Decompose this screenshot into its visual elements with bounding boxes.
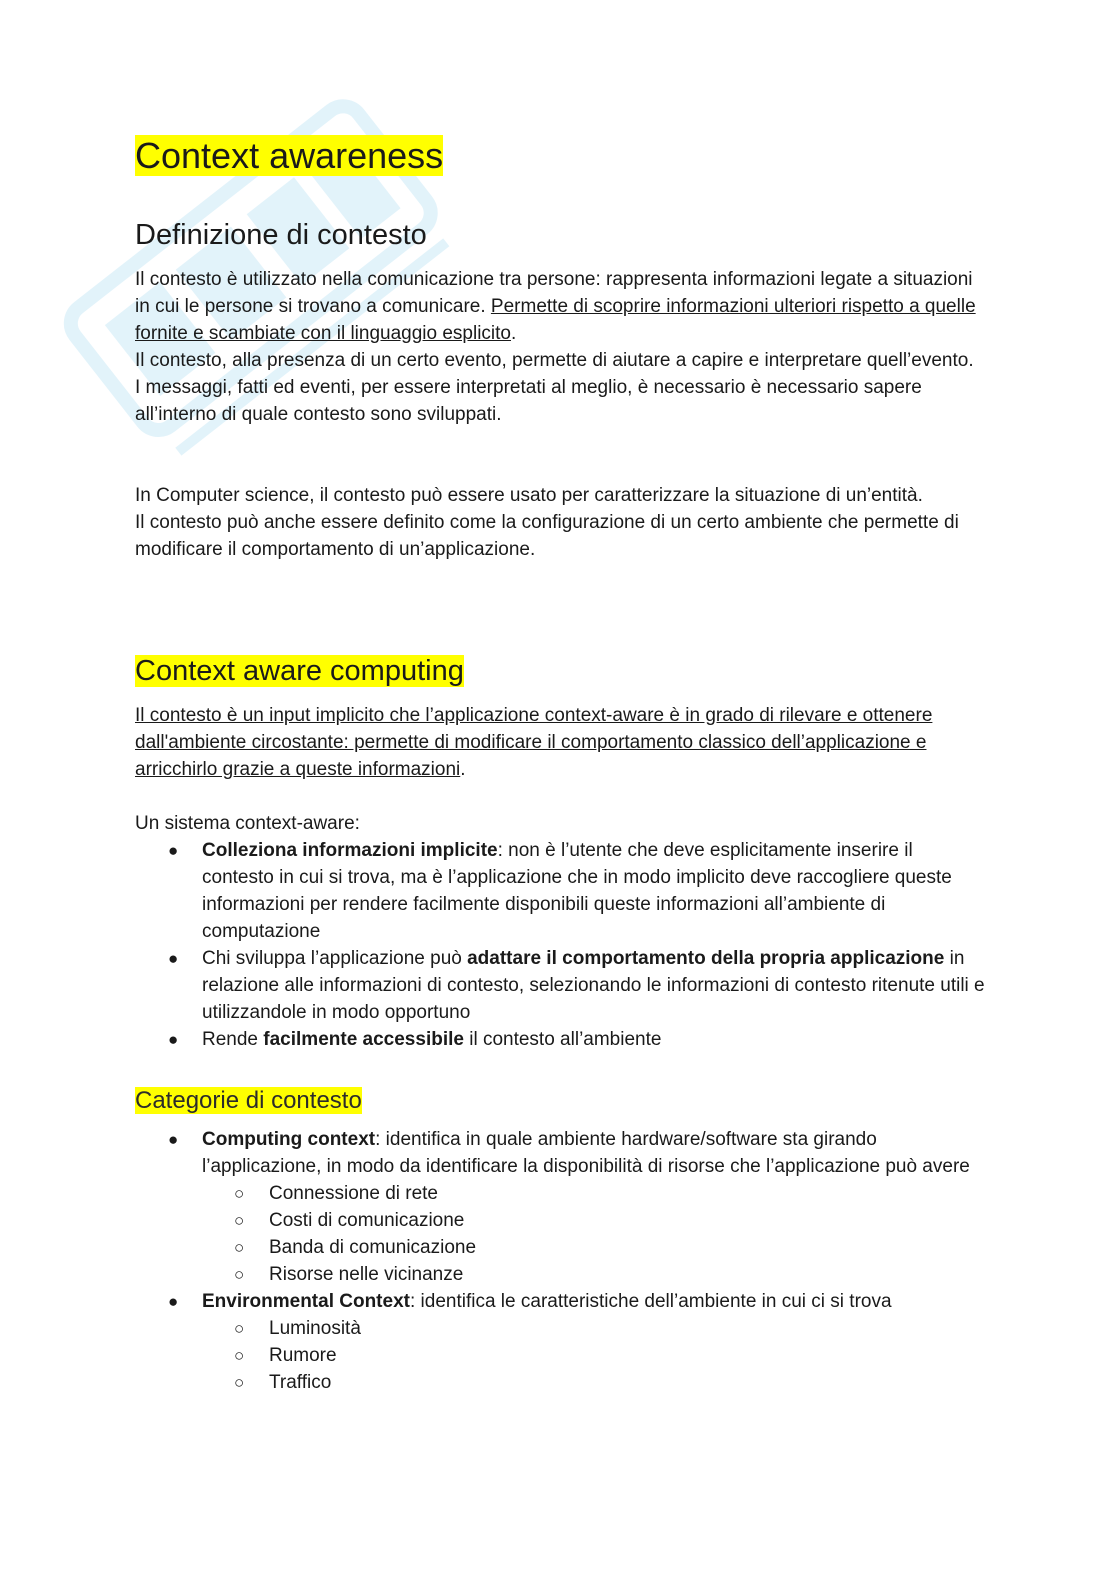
- circle-bullet-icon: ○: [234, 1319, 245, 1338]
- circle-bullet-icon: ○: [234, 1238, 245, 1257]
- list-item: ● Colleziona informazioni implicite: non è l’utente che deve esplicitamente inserire il contesto in cui si trova, ma è l’applicazione che in modo implicito deve raccogliere queste informazioni per rendere facilmente disponibili queste informazioni all’ambiente di computazione: [135, 837, 985, 945]
- bullet-icon: ●: [168, 1292, 179, 1311]
- page-title: Context awareness: [135, 135, 444, 176]
- categories-list: [135, 1126, 985, 1396]
- list-item: ● Rende facilmente accessibile il contesto all’ambiente: [135, 1026, 985, 1053]
- bullet-icon: ●: [168, 1030, 179, 1049]
- paragraph-definition: Il contesto è un input implicito che l’applicazione context-aware è in grado di rilevare e ottenere dall'ambiente circostante: permette di modificare il comportamento classico dell’applicazione e arricchirlo grazie a queste informazioni.: [135, 705, 933, 780]
- sub-list-item: ○ Costi di comunicazione: [202, 1207, 985, 1234]
- sub-list-item: ○ Risorse nelle vicinanze: [202, 1261, 985, 1288]
- circle-bullet-icon: ○: [234, 1373, 245, 1392]
- list-item: ● Chi sviluppa l’applicazione può adattare il comportamento della propria applicazione in relazione alle informazioni di contesto, selezionando le informazioni di contesto ritenute utili e utilizzandole in modo opportuno: [135, 945, 985, 1026]
- computing-context-sublist: [202, 1180, 985, 1288]
- bullet-icon: ●: [168, 841, 179, 860]
- sub-list-item: ○ Rumore: [202, 1342, 985, 1369]
- section-heading-categorie: Categorie di contesto: [135, 1087, 362, 1114]
- sub-list-item: ○ Banda di comunicazione: [202, 1234, 985, 1261]
- environmental-context-sublist: [202, 1315, 985, 1396]
- sub-list-item: ○ Luminosità: [202, 1315, 985, 1342]
- paragraph-system-intro: Un sistema context-aware:: [135, 813, 360, 834]
- circle-bullet-icon: ○: [234, 1265, 245, 1284]
- paragraph-computer-science: In Computer science, il contesto può essere usato per caratterizzare la situazione di un’entità. Il contesto può anche essere definito come la configurazione di un certo ambiente che permette di modificare il comportamento di un’applicazione.: [135, 485, 959, 560]
- circle-bullet-icon: ○: [234, 1346, 245, 1365]
- section-heading-definizione: Definizione di contesto: [135, 219, 427, 251]
- list-item: ● Computing context: identifica in quale ambiente hardware/software sta girando l’applicazione, in modo da identificare la disponibilità di risorse che l’applicazione può avere ○ Connessione di rete ○ Costi di comunicazione ○ Banda di comunicazione ○ Risorse nelle vicinanze: [135, 1126, 985, 1288]
- circle-bullet-icon: ○: [234, 1211, 245, 1230]
- system-features-list: [135, 837, 985, 1053]
- paragraph-intro: Il contesto è utilizzato nella comunicazione tra persone: rappresenta informazioni legate a situazioni in cui le persone si trovano a comunicare. Permette di scoprire informazioni ulteriori rispetto a quelle fornite e scambiate con il linguaggio esplicito. Il contesto, alla presenza di un certo evento, permette di aiutare a capire e interpretare quell’evento. I messaggi, fatti ed eventi, per essere interpretati al meglio, è necessario è necessario sapere all’interno di quale contesto sono sviluppati.: [135, 269, 976, 425]
- sub-list-item: ○ Traffico: [202, 1369, 985, 1396]
- bullet-icon: ●: [168, 1130, 179, 1149]
- sub-list-item: ○ Connessione di rete: [202, 1180, 985, 1207]
- section-heading-context-aware-computing: Context aware computing: [135, 655, 464, 687]
- bullet-icon: ●: [168, 949, 179, 968]
- circle-bullet-icon: ○: [234, 1184, 245, 1203]
- list-item: ● Environmental Context: identifica le caratteristiche dell’ambiente in cui ci si trova ○ Luminosità ○ Rumore ○ Traffico: [135, 1288, 985, 1396]
